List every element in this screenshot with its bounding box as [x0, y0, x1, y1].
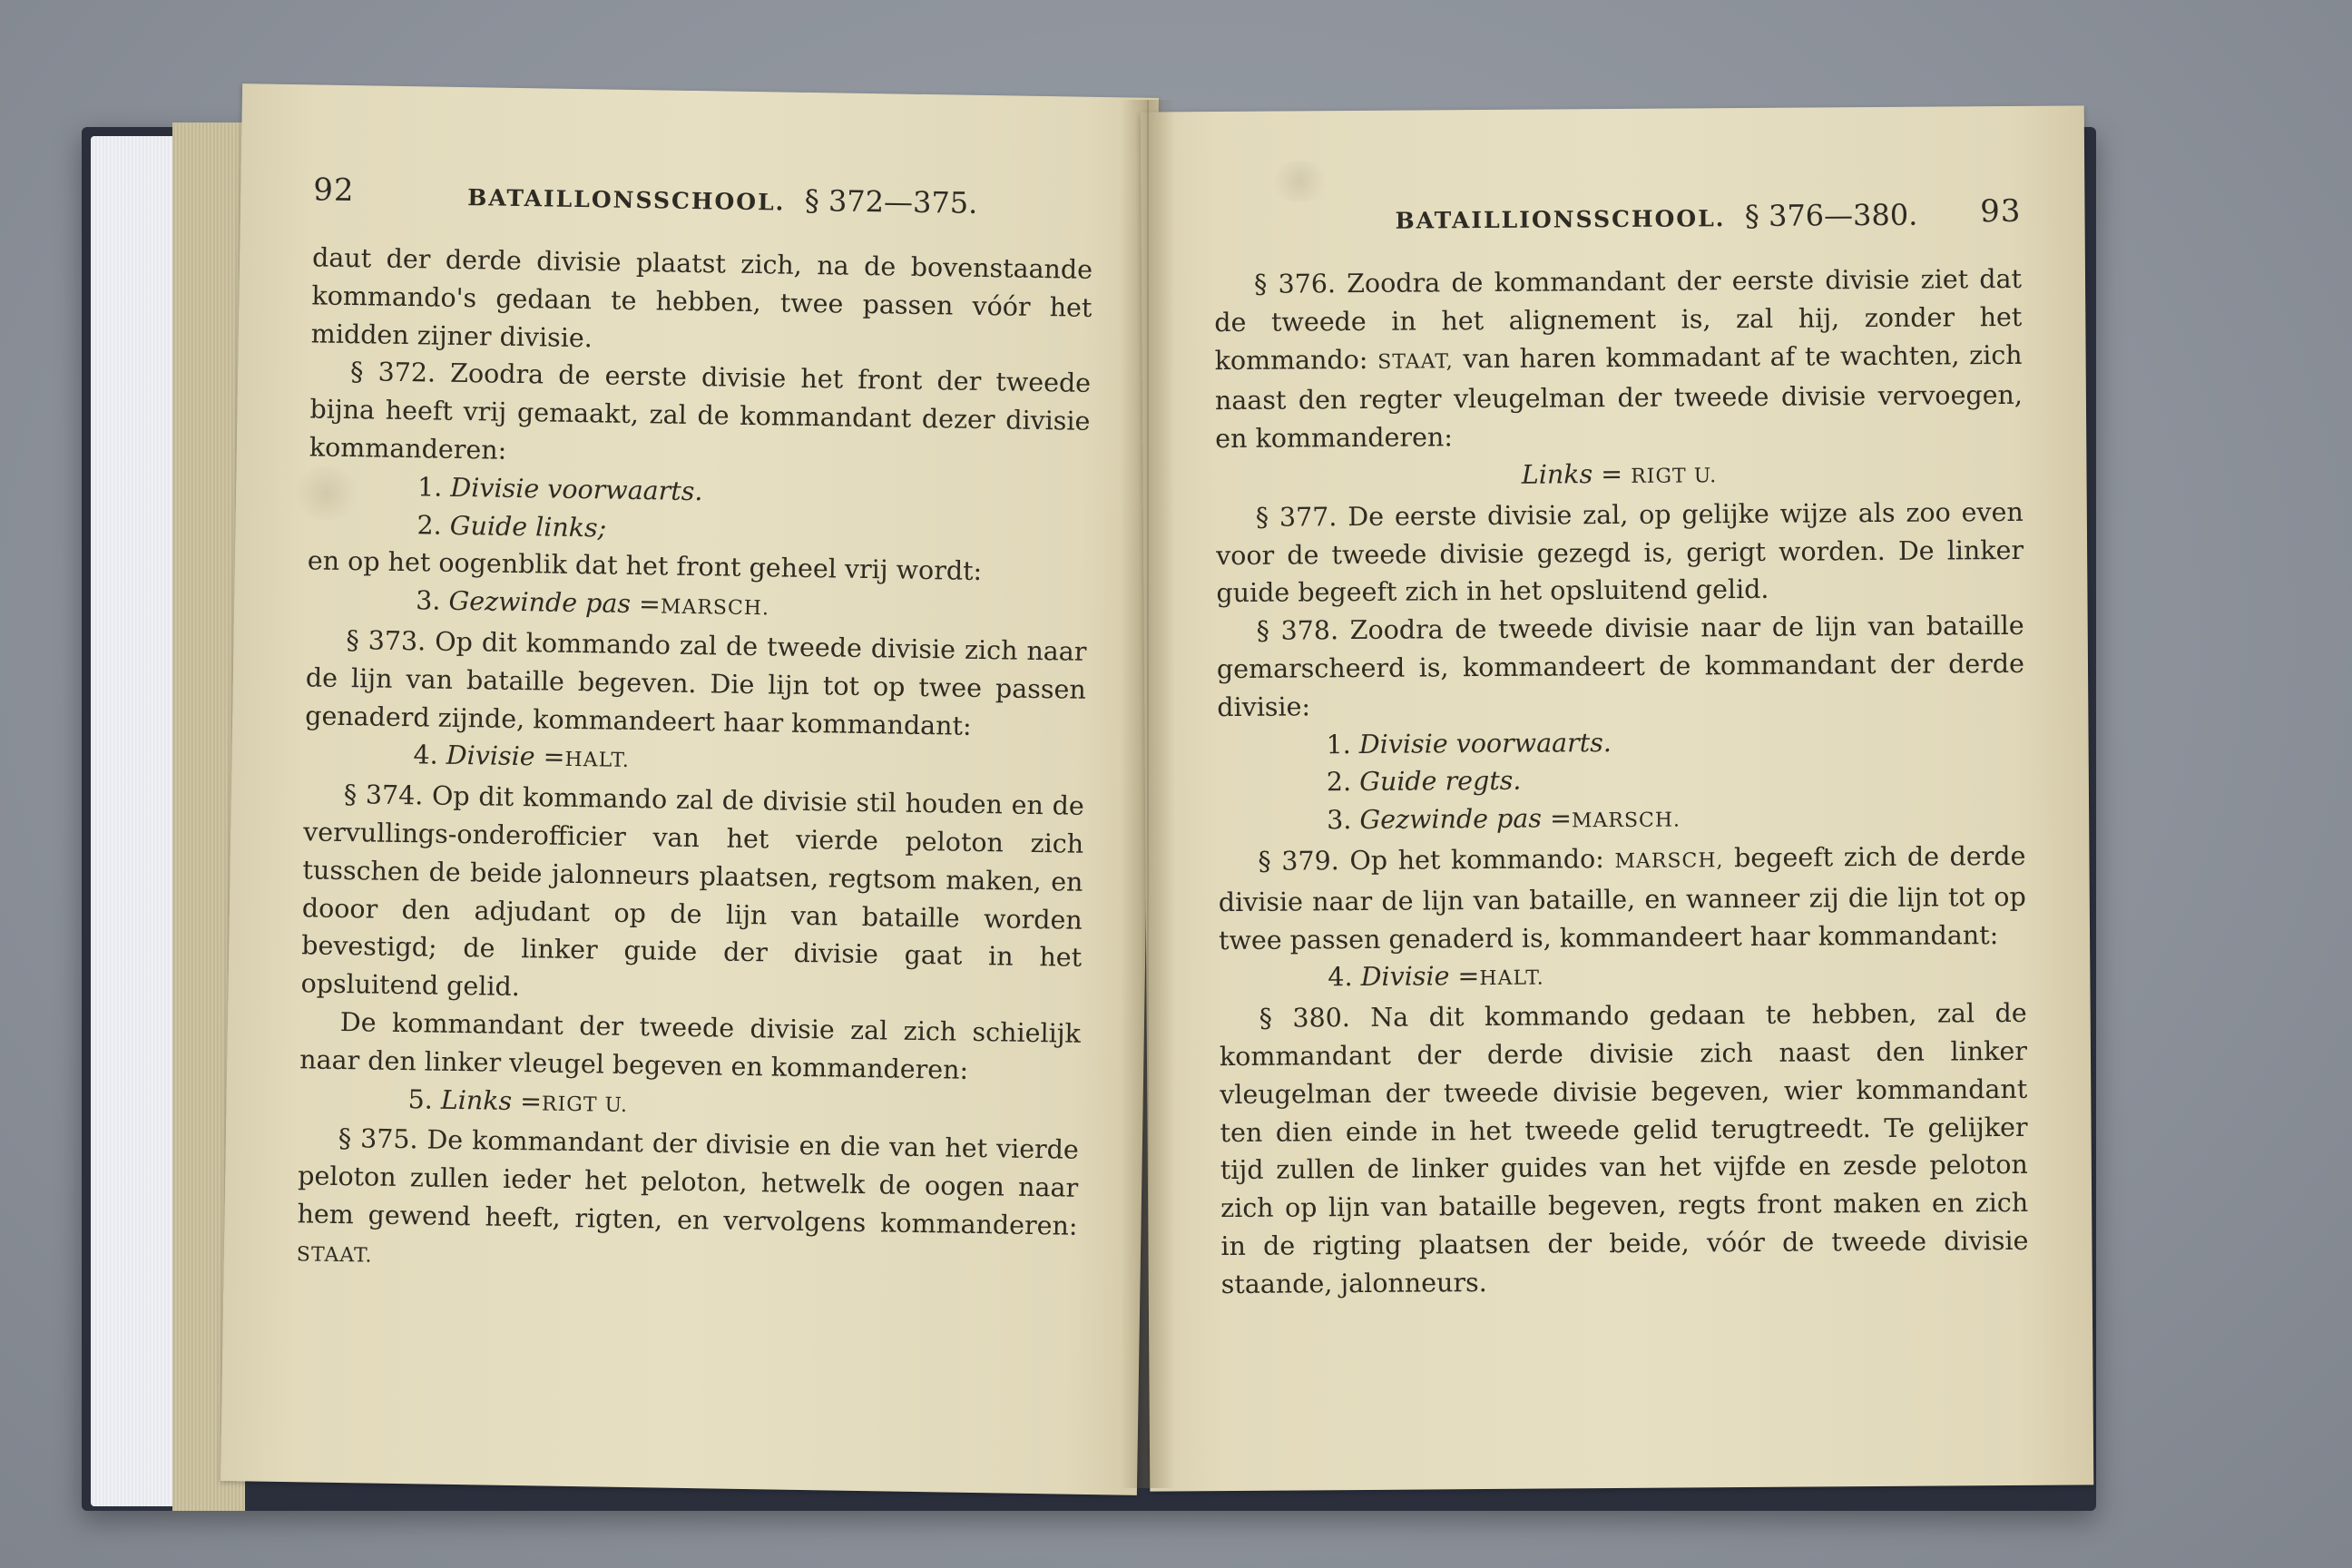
command-line: 3. Gezwinde pas =MARSCH. — [415, 585, 770, 621]
command-line: Links = RIGT U. — [1521, 458, 1718, 490]
right-page-header — [1213, 193, 2021, 244]
paragraph: De kommandant der tweede divisie zal zich schielijk naar den linker vleugel begeven en kommanderen: — [299, 1006, 1082, 1085]
command-line: 1. Divisie voorwaarts. — [1326, 727, 1612, 760]
paragraph-372: § 372. Zoodra de eerste divisie het front der tweede bijna heeft vrij gemaakt, zal de kommandant dezer divisie kommanderen: — [309, 357, 1092, 466]
paragraph-379: § 379. Op het kommando: MARSCH, begeeft zich de derde divisie naar de lijn van bataille, en wanneer zij die lijn tot op twee passen genaderd is, kommandeert haar kommandant: — [1218, 840, 2026, 956]
paper-stain — [1268, 161, 1331, 201]
command-line: 4. Divisie =HALT. — [1328, 961, 1544, 993]
left-page — [220, 83, 1159, 1495]
command-line: 5. Links =RIGT U. — [407, 1083, 629, 1117]
command-line: 1. Divisie voorwaarts. — [416, 472, 703, 506]
paragraph-375: § 375. De kommandant der divisie en die van het vierde peloton zullen ieder het peloton, hetwelk de oogen naar hem gewend heeft, rigten, en vervolgens kommanderen: STAAT. — [296, 1123, 1080, 1268]
command-line: 2. Guide links; — [416, 509, 607, 544]
paragraph-380: § 380. Na dit kommando gedaan te hebben, zal de kommandant der derde divisie zich naast den linker vleugelman der tweede divisie begeven, wier kommandant ten dien einde in het tweede gelid terugtreedt. Te gelijker tijd zullen de linker guides van het vijfde en zesde peloton zich op lijn van bataille begeven, regts front maken en zich in de rigting plaatsen der beide, vóór de tweede divisie staande, jalonneurs. — [1219, 997, 2029, 1299]
right-page-body — [1214, 260, 2029, 1304]
paragraph-377: § 377. De eerste divisie zal, op gelijke wijze als zoo even voor de tweede divisie gezegd is, gerigt worden. De linker guide begeeft zich in het opsluitend gelid. — [1216, 496, 2024, 609]
running-head: BATAILLIONSSCHOOL. § 376—380. — [1395, 197, 1918, 234]
paragraph-378: § 378. Zoodra de tweede divisie naar de lijn van bataille gemarscheerd is, kommandeert de kommandant der derde divisie: — [1216, 611, 2025, 722]
command-line: 4. Divisie =HALT. — [413, 740, 631, 773]
paragraph: daut der derde divisie plaatst zich, na de bovenstaande kommando's gedaan te hebben, twee passen vóór het midden zijner divisie. — [310, 242, 1093, 353]
book-gutter — [1121, 100, 1175, 1488]
section-range: § 376—380. — [1744, 197, 1918, 234]
right-page — [1141, 105, 2094, 1491]
command-line: 3. Gezwinde pas =MARSCH. — [1327, 803, 1681, 836]
left-page-body — [297, 239, 1093, 1286]
paragraph-373: § 373. Op dit kommando zal de tweede divisie zich naar de lijn van bataille begeven. Die lijn tot op twee passen genaderd zijnde, kommandeert haar kommandant: — [304, 625, 1087, 741]
section-range: § 372—375. — [804, 182, 978, 220]
page-number: 93 — [1980, 192, 2022, 230]
paragraph-374: § 374. Op dit kommando zal de divisie stil houden en de vervullings-onderofficier van het vierde peloton zich tusschen de beide jalonneurs plaatsen, regtsom maken, en dooor den adjudant op de lijn van bataille worden bevestigd; de linker guide der divisie gaat in het opsluitend gelid. — [300, 779, 1085, 1003]
paragraph-376: § 376. Zoodra de kommandant der eerste divisie ziet dat de tweede in het alignement is, zal hij, zonder het kommando: STAAT, van haren kommadant af te wachten, zich naast den regter vleugelman der tweede divisie vervoegen, en kommanderen: — [1214, 263, 2024, 455]
running-head: BATAILLONSSCHOOL. § 372—375. — [466, 182, 978, 220]
command-line: 2. Guide regts. — [1326, 766, 1522, 798]
left-page-header — [313, 172, 1094, 230]
page-number: 92 — [313, 172, 355, 210]
paragraph: en op het oogenblik dat het front geheel vrij wordt: — [307, 545, 983, 587]
